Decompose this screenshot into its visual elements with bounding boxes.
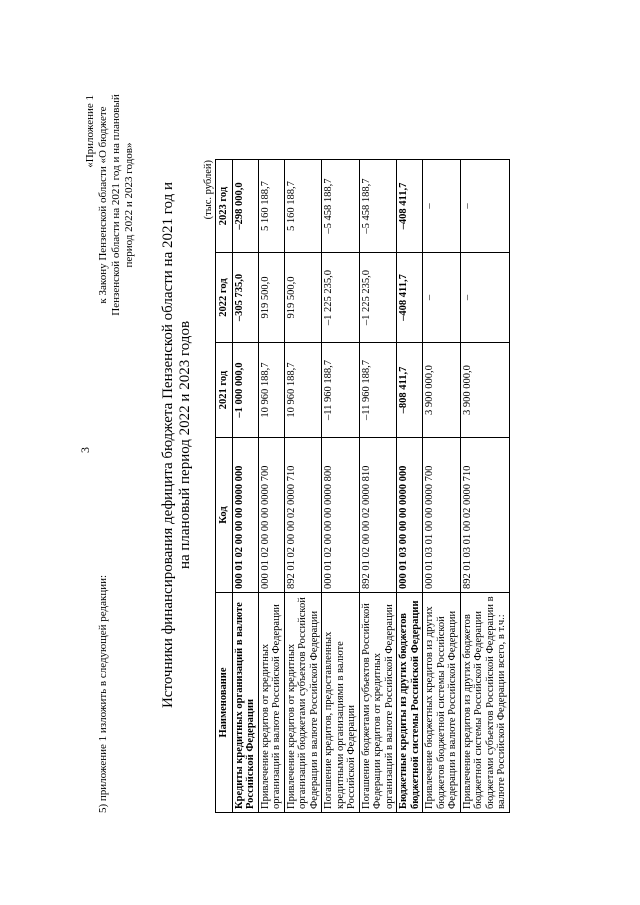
table-row [423,160,461,813]
row-code: 892 01 02 00 00 02 0000 710 [284,438,322,593]
table-row [258,160,284,813]
table-header-row [216,160,233,813]
row-code: 892 01 03 01 00 02 0000 710 [460,438,509,593]
row-value-2022: –408 411,7 [397,253,423,343]
row-value-2023: –298 000,0 [232,160,258,253]
row-value-2022: – [460,253,509,343]
row-code: 000 01 02 00 00 00 0000 000 [232,438,258,593]
row-code: 000 01 03 00 00 00 0000 000 [397,438,423,593]
row-value-2023: 5 160 188,7 [284,160,322,253]
row-value-2021: 10 960 188,7 [284,343,322,438]
row-name: Погашение кредитов, предоставленных кредитными организациями в валюте Российской Федерации [322,593,360,813]
table-row [322,160,360,813]
appendix-line-2: к Закону Пензенской области «О бюджете [97,106,109,304]
row-value-2021: –11 960 188,7 [322,343,360,438]
units-label: (тыс. рублей) [203,160,214,220]
row-value-2023: – [423,160,461,253]
row-name: Привлечение кредитов от кредитных организаций в валюте Российской Федерации [258,593,284,813]
row-name: Привлечение кредитов из других бюджетов бюджетной системы Российской Федерации бюджетами субъектов Российской Федерации в валюте Российской Федерации всего, в т.ч.: [460,593,509,813]
table-row [397,160,423,813]
row-value-2021: 3 900 000,0 [423,343,461,438]
table-row [284,160,322,813]
header-code: Код [216,438,233,593]
row-name: Кредиты кредитных организаций в валюте Российской Федерации [232,593,258,813]
document-title [160,125,194,765]
table-row [232,160,258,813]
row-value-2023: –408 411,7 [397,160,423,253]
row-name: Погашение бюджетами субъектов Российской Федерации кредитов от кредитных организаций в валюте Российской Федерации [359,593,397,813]
row-value-2023: – [460,160,509,253]
row-value-2022: 919 500,0 [284,253,322,343]
row-name: Привлечение кредитов от кредитных организаций бюджетами субъектов Российской Федерации в валюте Российской Федерации [284,593,322,813]
title-line-2: на плановый период 2022 и 2023 годов [177,320,193,570]
row-value-2021: –808 411,7 [397,343,423,438]
row-code: 892 01 02 00 00 02 0000 810 [359,438,397,593]
appendix-line-4: период 2022 и 2023 годов» [123,142,135,268]
header-2021: 2021 год [216,343,233,438]
row-value-2021: –11 960 188,7 [359,343,397,438]
row-value-2021: 3 900 000,0 [460,343,509,438]
row-value-2021: 10 960 188,7 [258,343,284,438]
row-value-2022: –305 735,0 [232,253,258,343]
row-value-2023: 5 160 188,7 [258,160,284,253]
appendix-header [84,65,136,345]
row-value-2023: –5 458 188,7 [322,160,360,253]
row-value-2021: –1 000 000,0 [232,343,258,438]
title-line-1: Источники финансирования дефицита бюджета Пензенской области на 2021 год и [160,181,176,709]
row-value-2023: –5 458 188,7 [359,160,397,253]
row-value-2022: 919 500,0 [258,253,284,343]
row-code: 000 01 03 01 00 00 0000 700 [423,438,461,593]
table-row [359,160,397,813]
row-value-2022: –1 225 235,0 [322,253,360,343]
financing-table [215,159,510,813]
appendix-line-1: «Приложение 1 [84,95,96,168]
row-name: Бюджетные кредиты из других бюджетов бюджетной системы Российской Федерации [397,593,423,813]
row-value-2022: –1 225 235,0 [359,253,397,343]
row-value-2022: – [423,253,461,343]
row-name: Привлечение бюджетных кредитов из других бюджетов бюджетной системы Российской Федерации в валюте Российской Федерации [423,593,461,813]
page-number: 3 [78,447,92,453]
header-2022: 2022 год [216,253,233,343]
table-row [460,160,509,813]
header-name: Наименование [216,593,233,813]
intro-text: 5) приложение 1 изложить в следующей редакции: [97,574,109,813]
header-2023: 2023 год [216,160,233,253]
row-code: 000 01 02 00 00 00 0000 700 [258,438,284,593]
row-code: 000 01 02 00 00 00 0000 800 [322,438,360,593]
appendix-line-3: Пензенской области на 2021 год и на плановый [110,94,122,316]
